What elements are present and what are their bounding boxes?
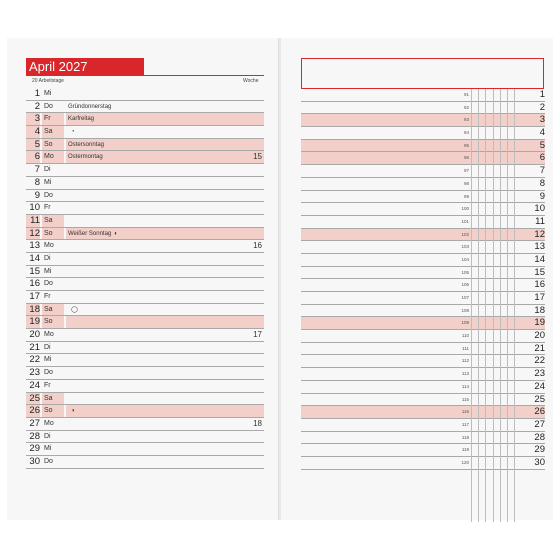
weekday: Mo <box>44 242 54 250</box>
day-number: 22 <box>29 354 40 366</box>
day-number: 29 <box>29 443 40 455</box>
day-event <box>66 126 264 138</box>
day-event <box>66 443 264 455</box>
day-event <box>66 342 264 354</box>
week-label: Woche <box>243 78 259 84</box>
day-number: 17 <box>534 292 545 303</box>
day-number: 28 <box>29 430 40 442</box>
day-number: 20 <box>29 329 40 341</box>
day-number: 28 <box>534 431 545 443</box>
day-row[interactable] <box>26 304 264 317</box>
day-list <box>26 88 264 469</box>
day-number: 3 <box>539 114 545 126</box>
day-number: 24 <box>534 380 545 392</box>
weekday: Sa <box>42 126 64 138</box>
day-number: 26 <box>534 406 545 418</box>
day-row[interactable] <box>26 177 264 190</box>
day-of-year: 106 <box>461 282 469 288</box>
day-of-year: 97 <box>463 168 469 174</box>
day-row-right[interactable] <box>301 381 545 394</box>
day-of-year: 92 <box>463 104 469 110</box>
weekday: Di <box>44 343 51 351</box>
grid-column-line <box>514 89 515 522</box>
day-event <box>66 101 264 113</box>
event-text: Gründonnerstag <box>68 103 112 110</box>
day-of-year: 105 <box>461 269 469 275</box>
day-event <box>66 253 264 265</box>
day-number: 9 <box>34 189 40 201</box>
day-of-year: 118 <box>461 434 469 440</box>
moon-phase-icon: ◐ <box>114 230 118 237</box>
day-row-right[interactable] <box>301 203 545 216</box>
day-event <box>66 456 264 468</box>
day-number-list <box>301 89 545 470</box>
day-row[interactable] <box>26 151 264 164</box>
day-of-year: 119 <box>461 447 469 453</box>
weekday: So <box>42 139 64 151</box>
event-text: Ostersonntag <box>68 141 105 148</box>
day-of-year: 94 <box>463 130 469 136</box>
day-number: 11 <box>26 215 40 227</box>
day-row[interactable] <box>26 101 264 114</box>
day-of-year: 120 <box>461 459 469 465</box>
day-number: 7 <box>539 165 545 177</box>
day-number: 12 <box>26 228 40 240</box>
day-of-year: 91 <box>463 92 469 97</box>
day-number: 18 <box>26 304 40 316</box>
weekday: Mo <box>44 419 54 427</box>
day-event <box>66 367 264 379</box>
day-number: 4 <box>539 127 545 139</box>
weekday: Fr <box>44 293 51 300</box>
day-number: 7 <box>34 164 40 176</box>
weekday: So <box>42 405 64 417</box>
day-number: 22 <box>534 355 545 367</box>
day-number: 8 <box>34 176 40 188</box>
day-of-year: 117 <box>461 421 469 427</box>
right-page <box>281 38 553 520</box>
day-of-year: 104 <box>461 256 469 262</box>
day-event <box>66 240 264 252</box>
grid-column-line <box>493 89 494 522</box>
weekday: Di <box>44 166 51 174</box>
moon-phase-icon: ◑ <box>71 408 75 415</box>
day-number: 10 <box>29 202 40 214</box>
day-row-right[interactable] <box>301 102 545 115</box>
day-row[interactable] <box>26 88 264 101</box>
day-row-right[interactable] <box>301 457 545 470</box>
day-row[interactable] <box>26 266 264 279</box>
left-page <box>7 38 279 520</box>
week-number: 16 <box>253 241 262 251</box>
weekday: Mi <box>44 90 52 97</box>
week-number: 15 <box>253 152 262 162</box>
day-number: 5 <box>539 139 545 151</box>
week-number: 18 <box>253 418 262 428</box>
day-row-right[interactable] <box>301 355 545 368</box>
weekday: Mi <box>44 267 52 275</box>
day-number: 4 <box>26 126 40 138</box>
week-number: 17 <box>253 330 262 340</box>
day-row[interactable] <box>26 278 264 291</box>
day-row[interactable] <box>26 354 264 367</box>
day-event <box>66 215 264 227</box>
day-event <box>66 316 264 328</box>
day-number: 30 <box>29 455 40 467</box>
event-text: Weißer Sonntag <box>68 230 112 237</box>
day-row-right[interactable] <box>301 89 545 102</box>
day-number: 16 <box>29 278 40 290</box>
day-of-year: 114 <box>461 383 469 389</box>
day-event <box>66 88 264 100</box>
day-row[interactable] <box>26 456 264 469</box>
day-row[interactable] <box>26 190 264 203</box>
grid-column-line <box>500 89 501 522</box>
weekday: Di <box>44 432 51 440</box>
day-row[interactable] <box>26 431 264 444</box>
day-row-right[interactable] <box>301 343 545 356</box>
day-number: 23 <box>534 368 545 380</box>
weekday: Mi <box>44 356 52 364</box>
notes-box[interactable] <box>301 58 544 89</box>
day-of-year: 99 <box>463 193 469 199</box>
weekday: Fr <box>42 113 64 125</box>
day-number: 19 <box>26 316 40 328</box>
day-number: 16 <box>534 279 545 291</box>
day-row[interactable] <box>26 228 264 241</box>
day-number: 23 <box>29 367 40 379</box>
event-text: Karfreitag <box>68 116 95 123</box>
day-of-year: 113 <box>461 371 469 377</box>
day-number: 17 <box>29 291 40 302</box>
day-row-right[interactable] <box>301 254 545 267</box>
day-event <box>66 228 264 240</box>
day-of-year: 95 <box>463 142 469 148</box>
weekday: Mo <box>42 151 64 163</box>
day-row-right[interactable] <box>301 279 545 292</box>
day-number: 20 <box>534 330 545 342</box>
day-number: 5 <box>26 139 40 151</box>
day-number: 3 <box>26 113 40 125</box>
day-row[interactable] <box>26 316 264 329</box>
day-event <box>66 291 264 303</box>
day-row[interactable] <box>26 367 264 380</box>
day-row[interactable] <box>26 126 264 139</box>
day-event <box>66 380 264 392</box>
day-number: 29 <box>534 444 545 456</box>
day-event <box>66 418 264 430</box>
day-row[interactable] <box>26 215 264 228</box>
day-row[interactable] <box>26 342 264 355</box>
day-number: 27 <box>29 417 40 429</box>
event-text: Ostermontag <box>68 154 103 161</box>
weekday: Do <box>44 369 53 377</box>
day-event <box>66 139 264 151</box>
day-number: 21 <box>29 341 40 353</box>
weekday: Do <box>44 191 53 199</box>
day-row[interactable] <box>26 418 264 431</box>
day-row-right[interactable] <box>301 178 545 191</box>
day-row[interactable] <box>26 405 264 418</box>
day-row-right[interactable] <box>301 406 545 419</box>
day-number: 14 <box>29 252 40 264</box>
weekday: So <box>42 228 64 240</box>
day-number: 2 <box>539 101 545 113</box>
day-of-year: 109 <box>461 320 469 326</box>
day-event <box>66 177 264 189</box>
day-event <box>66 431 264 443</box>
day-row-right[interactable] <box>301 241 545 254</box>
day-number: 1 <box>34 88 40 99</box>
day-of-year: 115 <box>461 396 469 402</box>
day-event <box>66 329 264 341</box>
day-event <box>66 354 264 366</box>
day-row-right[interactable] <box>301 267 545 280</box>
day-row-right[interactable] <box>301 305 545 318</box>
day-event <box>66 113 264 125</box>
weekday: So <box>42 316 64 328</box>
weekday: Do <box>44 102 53 110</box>
day-of-year: 111 <box>462 345 469 351</box>
day-row-right[interactable] <box>301 292 545 305</box>
grid-column-line <box>507 89 508 522</box>
day-row[interactable] <box>26 164 264 177</box>
planner-spread <box>7 38 553 520</box>
weekday: Di <box>44 254 51 262</box>
day-number: 13 <box>29 240 40 252</box>
weekday: Do <box>44 457 53 465</box>
day-event <box>66 164 264 176</box>
day-row[interactable] <box>26 329 264 342</box>
day-number: 25 <box>534 393 545 405</box>
day-of-year: 116 <box>461 409 469 415</box>
day-of-year: 98 <box>463 180 469 186</box>
moon-phase-icon: ◯ <box>71 306 78 313</box>
day-row-right[interactable] <box>301 432 545 445</box>
day-number: 12 <box>534 228 545 240</box>
day-number: 27 <box>534 418 545 430</box>
day-of-year: 100 <box>461 206 469 212</box>
day-number: 2 <box>34 100 40 112</box>
day-event <box>66 266 264 278</box>
day-number: 9 <box>539 190 545 202</box>
day-number: 18 <box>534 304 545 316</box>
weekday: Mo <box>44 331 54 339</box>
day-row-right[interactable] <box>301 216 545 229</box>
day-number: 24 <box>29 379 40 391</box>
day-event <box>66 190 264 202</box>
day-row[interactable] <box>26 202 264 215</box>
day-row-right[interactable] <box>301 114 545 127</box>
moon-phase-icon: ◔ <box>71 129 75 136</box>
day-number: 6 <box>539 152 545 164</box>
day-number: 1 <box>539 89 545 100</box>
weekday: Mi <box>44 445 52 453</box>
day-number: 19 <box>534 317 545 329</box>
weekday: Sa <box>42 215 64 227</box>
day-row[interactable] <box>26 113 264 126</box>
day-number: 10 <box>534 203 545 215</box>
day-of-year: 112 <box>461 358 469 364</box>
weekday: Sa <box>42 304 64 316</box>
day-number: 26 <box>26 405 40 417</box>
grid-column-line <box>485 89 486 522</box>
day-number: 25 <box>26 393 40 405</box>
day-row-right[interactable] <box>301 419 545 432</box>
day-row-right[interactable] <box>301 317 545 330</box>
day-row-right[interactable] <box>301 165 545 178</box>
day-event <box>66 151 264 163</box>
weekday: Sa <box>42 393 64 405</box>
day-of-year: 102 <box>461 231 469 237</box>
day-event <box>66 405 264 417</box>
day-event <box>66 393 264 405</box>
day-number: 15 <box>534 266 545 278</box>
day-number: 6 <box>26 151 40 163</box>
day-of-year: 96 <box>463 155 469 161</box>
day-number: 13 <box>534 241 545 253</box>
day-row-right[interactable] <box>301 152 545 165</box>
day-event <box>66 278 264 290</box>
day-row[interactable] <box>26 393 264 406</box>
day-row[interactable] <box>26 253 264 266</box>
day-row-right[interactable] <box>301 444 545 457</box>
day-of-year: 103 <box>461 244 469 250</box>
grid-column-line <box>471 89 472 522</box>
day-row-right[interactable] <box>301 127 545 140</box>
day-row[interactable] <box>26 443 264 456</box>
weekday: Mi <box>44 178 52 186</box>
weekday: Fr <box>44 204 51 212</box>
day-row[interactable] <box>26 380 264 393</box>
day-row-right[interactable] <box>301 140 545 153</box>
day-number: 21 <box>534 342 545 354</box>
day-number: 15 <box>29 265 40 277</box>
day-of-year: 101 <box>461 218 469 224</box>
weekday: Fr <box>44 381 51 389</box>
day-row-right[interactable] <box>301 229 545 242</box>
day-of-year: 93 <box>463 117 469 123</box>
day-row-right[interactable] <box>301 330 545 343</box>
day-number: 11 <box>535 215 545 227</box>
day-of-year: 108 <box>461 307 469 313</box>
day-row-right[interactable] <box>301 191 545 204</box>
day-number: 30 <box>534 456 545 468</box>
grid-column-line <box>478 89 479 522</box>
day-of-year: 107 <box>461 295 469 300</box>
weekday: Do <box>44 280 53 288</box>
day-number: 8 <box>539 177 545 189</box>
day-row-right[interactable] <box>301 394 545 407</box>
month-title: April 2027 <box>26 58 144 76</box>
day-of-year: 110 <box>461 333 469 339</box>
header-rule <box>26 75 264 76</box>
day-event <box>66 202 264 214</box>
day-row[interactable] <box>26 291 264 304</box>
day-number: 14 <box>534 253 545 265</box>
day-event <box>66 304 264 316</box>
workdays-label: 20 Arbeitstage <box>32 78 64 84</box>
day-row[interactable] <box>26 139 264 152</box>
day-row[interactable] <box>26 240 264 253</box>
day-row-right[interactable] <box>301 368 545 381</box>
